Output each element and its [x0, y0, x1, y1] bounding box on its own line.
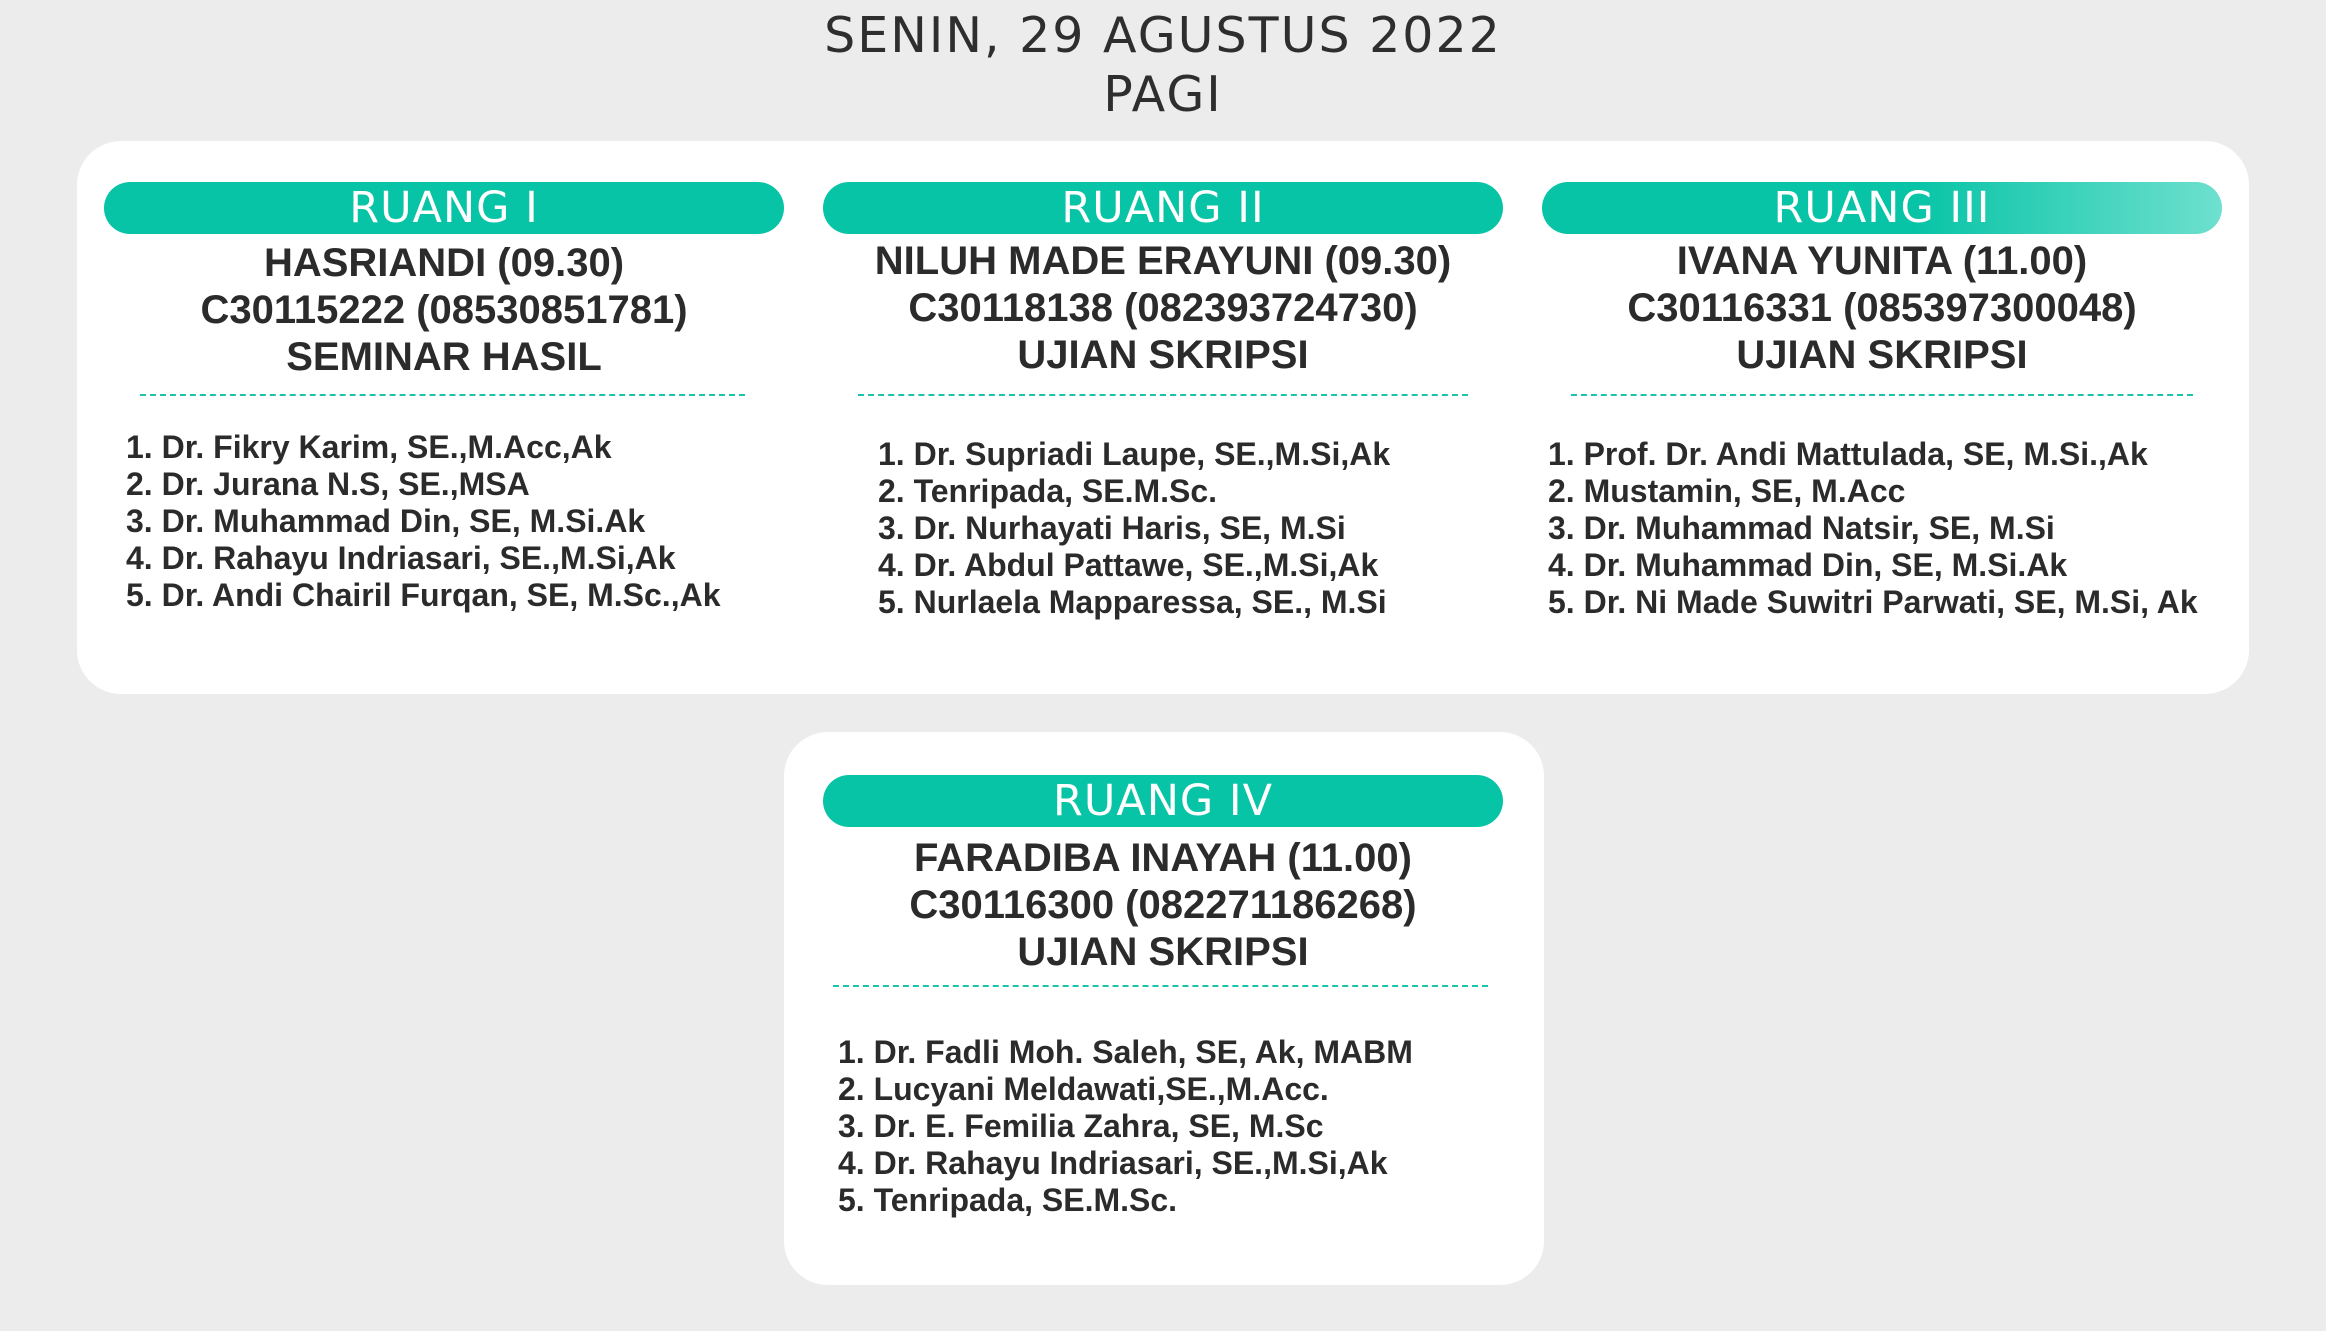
examiner-item: 4. Dr. Abdul Pattawe, SE.,M.Si,Ak — [878, 547, 1379, 583]
divider — [858, 394, 1468, 396]
student-name: FARADIBA INAYAH (11.00) — [914, 836, 1412, 880]
examiner-item: 3. Dr. Muhammad Din, SE, M.Si.Ak — [126, 503, 646, 539]
schedule-date: SENIN, 29 AGUSTUS 2022 — [824, 7, 1502, 64]
room-label-bar: RUANG III — [1542, 182, 2222, 234]
examiner-list — [838, 1034, 1413, 1219]
examiner-list — [1548, 436, 2198, 621]
examiner-item: 3. Dr. E. Femilia Zahra, SE, M.Sc — [838, 1108, 1324, 1144]
examiner-item: 5. Dr. Andi Chairil Furqan, SE, M.Sc.,Ak — [126, 577, 721, 613]
examiner-item: 2. Mustamin, SE, M.Acc — [1548, 473, 1906, 509]
student-name: HASRIANDI (09.30) — [263, 241, 625, 285]
examiner-item: 3. Dr. Nurhayati Haris, SE, M.Si — [878, 510, 1346, 546]
schedule-session: PAGI — [1103, 66, 1223, 123]
divider — [140, 394, 745, 396]
divider — [833, 985, 1488, 987]
student-id-phone: C30116300 (082271186268) — [909, 883, 1417, 927]
examiner-item: 1. Prof. Dr. Andi Mattulada, SE, M.Si.,Ak — [1548, 436, 2148, 472]
examiner-item: 5. Nurlaela Mapparessa, SE., M.Si — [878, 584, 1387, 620]
examiner-item: 3. Dr. Muhammad Natsir, SE, M.Si — [1548, 510, 2055, 546]
exam-type: UJIAN SKRIPSI — [1736, 333, 2028, 377]
examiner-list — [126, 429, 720, 614]
student-id-phone: C30115222 (08530851781) — [200, 288, 688, 332]
examiner-item: 5. Dr. Ni Made Suwitri Parwati, SE, M.Si, Ak — [1548, 584, 2198, 620]
examiner-item: 1. Dr. Fikry Karim, SE.,M.Acc,Ak — [126, 429, 612, 465]
examiner-item: 1. Dr. Supriadi Laupe, SE.,M.Si,Ak — [878, 436, 1391, 472]
examiner-item: 2. Dr. Jurana N.S, SE.,MSA — [126, 466, 530, 502]
room-label-bar: RUANG II — [823, 182, 1503, 234]
exam-type: SEMINAR HASIL — [286, 335, 602, 379]
examiner-item: 1. Dr. Fadli Moh. Saleh, SE, Ak, MABM — [838, 1034, 1413, 1070]
examiner-item: 4. Dr. Muhammad Din, SE, M.Si.Ak — [1548, 547, 2068, 583]
student-name: NILUH MADE ERAYUNI (09.30) — [874, 239, 1452, 283]
exam-type: UJIAN SKRIPSI — [1017, 930, 1309, 974]
room-label-bar: RUANG I — [104, 182, 784, 234]
room-label-bar: RUANG IV — [823, 775, 1503, 827]
examiner-item: 2. Lucyani Meldawati,SE.,M.Acc. — [838, 1071, 1329, 1107]
divider — [1571, 394, 2193, 396]
student-id-phone: C30116331 (085397300048) — [1627, 286, 2137, 330]
examiner-item: 5. Tenripada, SE.M.Sc. — [838, 1182, 1178, 1218]
examiner-item: 4. Dr. Rahayu Indriasari, SE.,M.Si,Ak — [838, 1145, 1388, 1181]
examiner-list — [878, 436, 1390, 621]
examiner-item: 4. Dr. Rahayu Indriasari, SE.,M.Si,Ak — [126, 540, 676, 576]
student-name: IVANA YUNITA (11.00) — [1676, 239, 2088, 283]
student-id-phone: C30118138 (082393724730) — [908, 286, 1418, 330]
examiner-item: 2. Tenripada, SE.M.Sc. — [878, 473, 1218, 509]
exam-type: UJIAN SKRIPSI — [1017, 333, 1309, 377]
